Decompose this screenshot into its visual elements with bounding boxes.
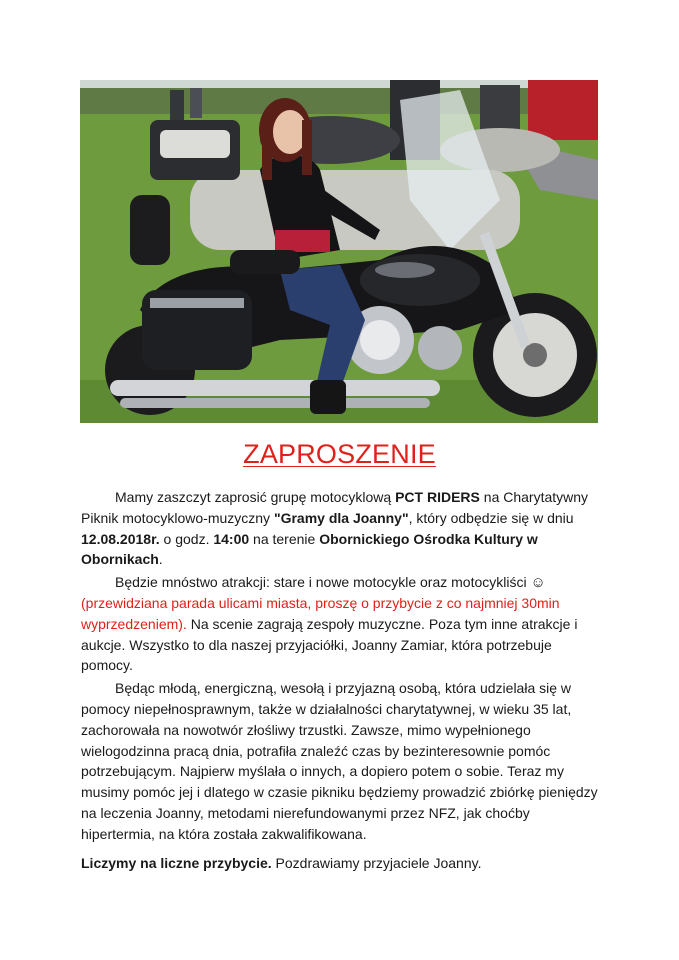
event-name: "Gramy dla Joanny": [273, 509, 409, 526]
event-venue: Obornickiego Ośrodka Kultury w Obornikach: [81, 530, 538, 568]
invitation-title: ZAPROSZENIE: [243, 439, 436, 469]
paragraph-closing: Liczymy na liczne przybycie. Pozdrawiamy przyjaciele Joanny.: [81, 854, 482, 871]
invitation-body: [81, 487, 601, 875]
event-time: 14:00: [213, 530, 250, 547]
paragraph-event-details: Mamy zaszczyt zaprosić grupę motocyklową PCT RIDERS na Charytatywny Piknik motocyklowo-muzyczny "Gramy dla Joanny", który odbędzie się w dniu 12.08.2018r. o godz. 14:00 na terenie Obornickiego Ośrodka Kultury w Obornikach.: [81, 489, 589, 568]
motorcycle-photo-illustration: [80, 80, 598, 423]
parade-notice: (przewidziana parada ulicami miasta, proszę o przybycie z co najmniej 30min wyprzedzeniem).: [81, 594, 560, 632]
event-date: 12.08.2018r.: [81, 530, 160, 547]
smiley-icon: ☺: [530, 574, 546, 592]
group-name: PCT RIDERS: [395, 489, 480, 505]
motorcycle-photo: [80, 80, 598, 423]
paragraph-attractions: Będzie mnóstwo atrakcji: stare i nowe motocykle oraz motocykliści ☺ (przewidziana parada ulicami miasta, proszę o przybycie z co najmniej 30min wyprzedzeniem). Na scenie zagrają zespoły muzyczne. Poza tym inne atrakcje i aukcje. Wszystko to dla naszej przyjaciółki, Joanny Zamiar, która potrzebuje pomocy.: [81, 574, 578, 674]
paragraph-about-joanna: Będąc młodą, energiczną, wesołą i przyjazną osobą, która udzielała się w pomocy niepełnosprawnym, także w działalności charytatywnej, w wieku 35 lat, zachorowała na nowotwór złośliwy trzustki. Zawsze, mimo wypełnionego wielogodzinna pracą dnia, potrafiła znaleźć czas by bezinteresownie pomóc potrzebującym. Najpierw myślała o innych, a dopiero potem o sobie. Teraz my musimy pomóc jej i dlatego w czasie pikniku będziemy prowadzić zbiórkę pieniędzy na leczenia Joanny, metodami nierefundowanymi przez NFZ, jak choćby hipertermia, na która została zakwalifikowana.: [81, 680, 598, 842]
